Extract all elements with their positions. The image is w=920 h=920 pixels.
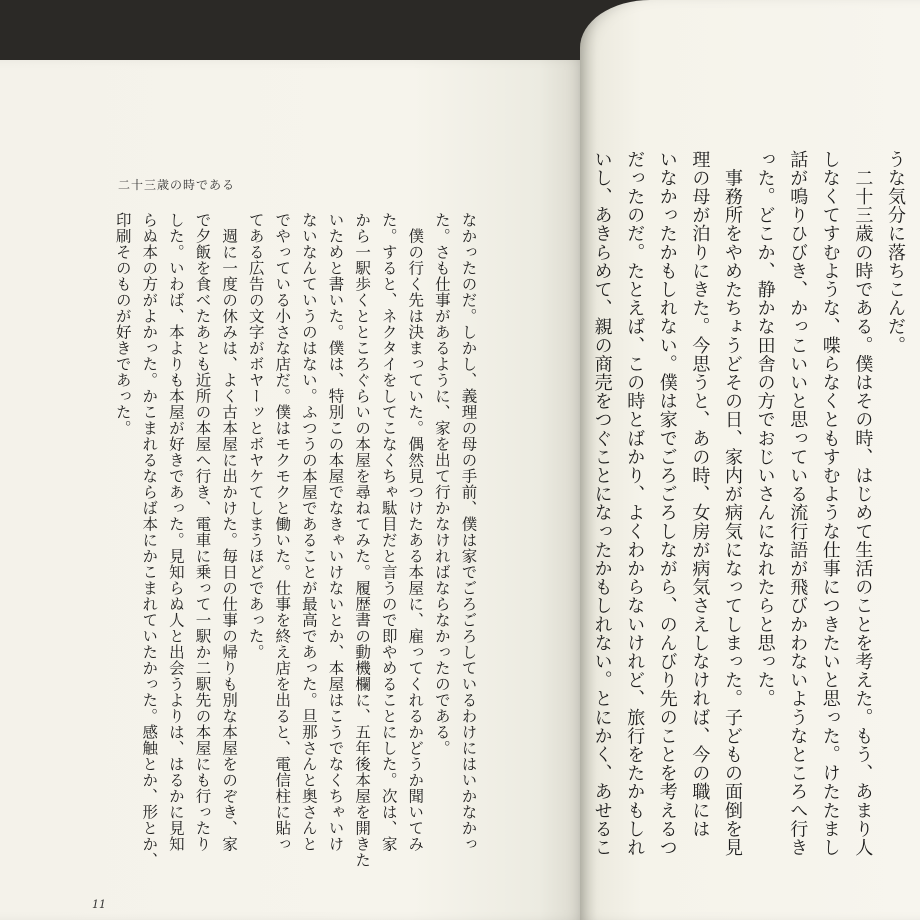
text-column: た。すると、ネクタイをしてこなくちゃ駄目だと言うので即やめることにした。次は、家 bbox=[379, 212, 398, 852]
text-column: いなかったかもしれない。僕は家でごろごろしながら、のんびり先のことを考えるつ bbox=[656, 150, 678, 857]
text-column: 二十三歳の時である。僕はその時、はじめて生活のことを考えた。もう、あまり人 bbox=[852, 150, 874, 857]
text-column: 話が鳴りひびき、かっこいいと思っている流行語が飛びかわないようなところへ行き bbox=[787, 150, 809, 857]
text-column: うな気分に落ちこんだ。 bbox=[885, 150, 906, 355]
text-column: いためと書いた。僕は、特別この本屋でなきゃいけないとか、本屋はこうでなくちゃいけ bbox=[326, 212, 345, 852]
text-column: 印刷そのものが好きであった。 bbox=[113, 212, 132, 436]
text-column: 理の母が泊りにきた。今思うと、あの時、女房が病気さえしなければ、今の職には bbox=[689, 150, 711, 839]
text-column: なかったのだ。しかし、義理の母の手前、僕は家でごろごろしているわけにはいかなかっ bbox=[459, 212, 478, 852]
right-page bbox=[580, 0, 920, 920]
page-number: 11 bbox=[92, 898, 106, 911]
text-column: だったのだ。たとえば、この時とばかり、よくわからないけれど、旅行をたかもしれ bbox=[624, 150, 646, 857]
text-column: 事務所をやめたちょうどその日、家内が病気になってしまった。子どもの面倒を見 bbox=[722, 150, 743, 857]
text-column: てある広告の文字がボヤーッとボヤケてしまうほどであった。 bbox=[246, 212, 265, 660]
text-column: で夕飯を食べたあとも近所の本屋へ行き、電車に乗って一駅か二駅先の本屋にも行ったり bbox=[193, 212, 212, 852]
text-column: しなくてすむような、喋らなくともすむような仕事につきたいと思った。けたたまし bbox=[819, 150, 841, 857]
left-page bbox=[0, 60, 586, 920]
text-column: 週に一度の休みは、よく古本屋に出かけた。毎日の仕事の帰りも別な本屋をのぞき、家 bbox=[220, 212, 239, 852]
text-column: から一駅歩くとところぐらいの本屋を尋ねてみた。履歴書の動機欄に、五年後本屋を開きた bbox=[353, 212, 372, 868]
running-header: 二十三歳の時である bbox=[118, 178, 236, 192]
text-column: 僕の行く先は決まっていた。偶然見つけたある本屋に、雇ってくれるかどうか聞いてみ bbox=[406, 212, 425, 852]
text-column: でやっている小さな店だ。僕はモクモクと働いた。仕事を終え店を出ると、電信柱に貼っ bbox=[273, 212, 292, 852]
text-column: した。いわば、本よりも本屋が好きであった。見知らぬ人と出会うよりは、はるかに見知 bbox=[166, 212, 185, 852]
text-column: ないなんていうのはない。ふつうの本屋であることが最高であった。旦那さんと奥さんと bbox=[299, 212, 318, 852]
text-column: いし、あきらめて、親の商売をつぐことになったかもしれない。とにかく、あせるこ bbox=[591, 150, 613, 857]
text-column: た。さも仕事があるように、家を出て行かなければならなかったのである。 bbox=[432, 212, 451, 756]
text-column: らぬ本の方がよかった。かこまれるならば本にかこまれていたかった。感触とか、形とか、 bbox=[140, 212, 159, 868]
text-column: った。どこか、静かな田舎の方でおじいさんになれたらと思った。 bbox=[754, 150, 776, 708]
